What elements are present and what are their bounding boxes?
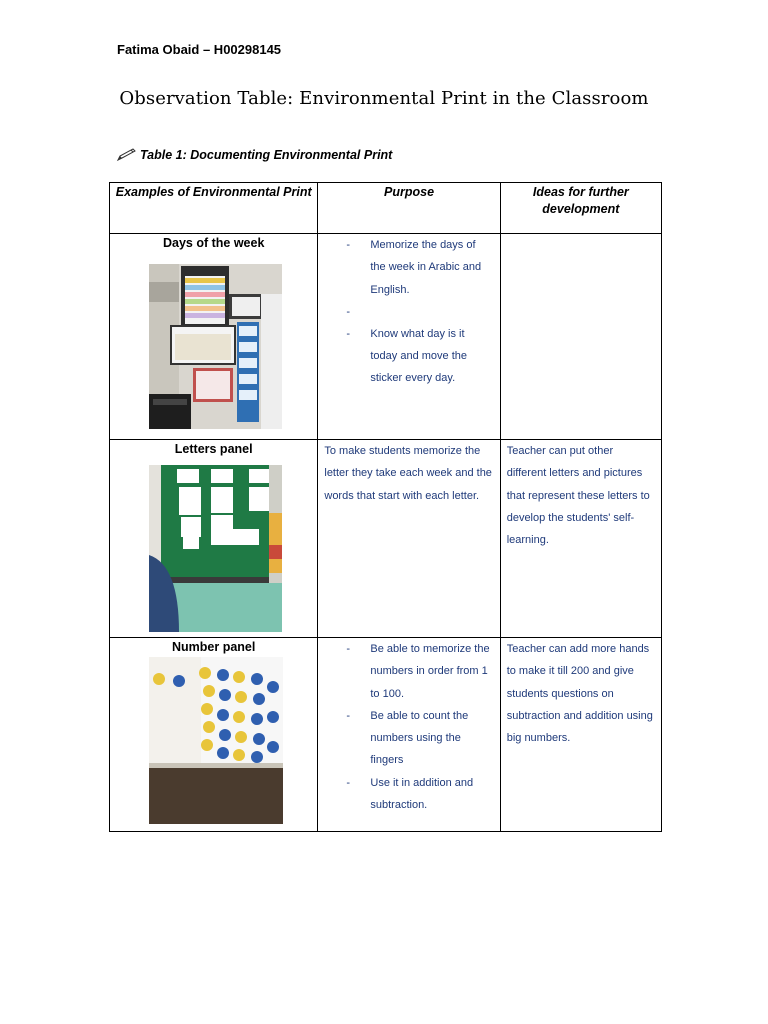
table-caption-text: Table 1: Documenting Environmental Print xyxy=(140,148,393,162)
table-caption xyxy=(116,148,392,162)
column-header-ideas: Ideas for further development xyxy=(500,183,661,234)
purpose-cell xyxy=(318,440,500,638)
purpose-list xyxy=(318,638,499,816)
list-item: - Memorize the days of the week in Arabic and English. xyxy=(318,234,499,301)
example-title: Days of the week xyxy=(162,236,265,250)
table-row xyxy=(110,234,662,440)
example-title: Letters panel xyxy=(174,442,253,456)
pencil-icon xyxy=(116,148,138,162)
table-header-row xyxy=(110,183,662,234)
list-item: - Be able to memorize the numbers in order from 1 to 100. xyxy=(318,638,499,705)
purpose-text: To make students memorize the letter they take each week and the words that start with each letter. xyxy=(324,445,492,502)
purpose-cell xyxy=(318,638,500,832)
ideas-cell xyxy=(500,440,661,638)
observation-table xyxy=(109,182,662,832)
purpose-cell xyxy=(318,234,500,440)
example-cell xyxy=(110,638,318,832)
example-cell xyxy=(110,234,318,440)
days-of-week-photo xyxy=(149,264,282,429)
list-spacer xyxy=(318,301,499,323)
purpose-list xyxy=(318,234,499,390)
author-line: Fatima Obaid – H00298145 xyxy=(117,42,282,57)
list-item: - Know what day is it today and move the sticker every day. xyxy=(318,323,499,390)
ideas-cell xyxy=(500,638,661,832)
column-header-purpose: Purpose xyxy=(318,183,500,234)
example-cell xyxy=(110,440,318,638)
example-title: Number panel xyxy=(172,640,256,654)
column-header-examples: Examples of Environmental Print xyxy=(110,183,318,234)
ideas-text: Teacher can add more hands to make it till 200 and give students questions on subtraction and addition using big numbers. xyxy=(506,643,653,745)
letters-panel-photo xyxy=(149,465,282,632)
table-row xyxy=(110,440,662,638)
list-item: - Use it in addition and subtraction. xyxy=(318,772,499,817)
ideas-text: Teacher can put other different letters and pictures that represent these letters to develop the students' self-learning. xyxy=(506,445,650,547)
number-panel-photo xyxy=(149,657,283,824)
list-item: - Be able to count the numbers using the fingers xyxy=(318,705,499,772)
table-row xyxy=(110,638,662,832)
ideas-cell xyxy=(500,234,661,440)
page-title: Observation Table: Environmental Print in the Classroom xyxy=(119,88,649,109)
